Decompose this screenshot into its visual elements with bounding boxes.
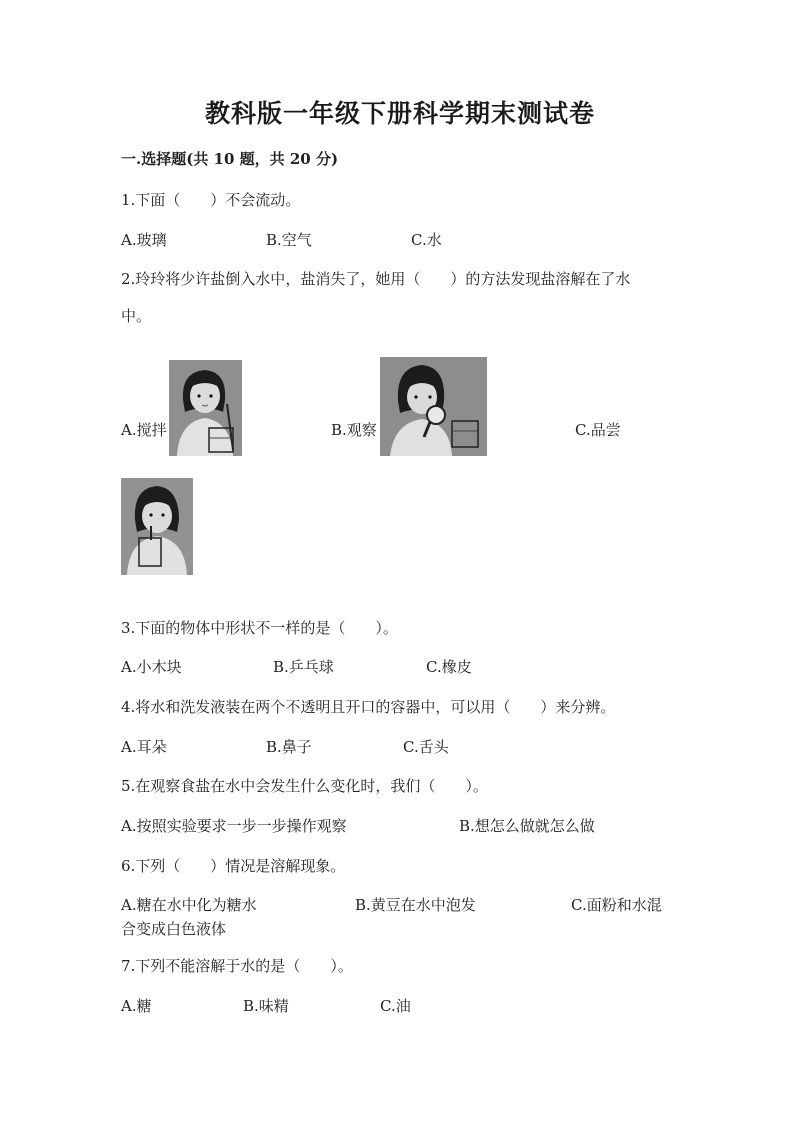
q4-option-c[interactable]: C.舌头 [403, 738, 449, 756]
q1-option-b[interactable]: B.空气 [266, 231, 312, 249]
stirring-girl-image [169, 360, 242, 456]
question-2-line2: 中。 [121, 307, 152, 325]
question-2: 2.玲玲将少许盐倒入水中，盐消失了，她用（ ）的方法发现盐溶解在了水 [121, 270, 631, 288]
q5-option-a[interactable]: A.按照实验要求一步一步操作观察 [121, 817, 347, 835]
question-3: 3.下面的物体中形状不一样的是（ ）。 [121, 619, 398, 637]
question-7: 7.下列不能溶解于水的是（ ）。 [121, 957, 353, 975]
q1-option-a[interactable]: A.玻璃 [121, 231, 167, 249]
question-5: 5.在观察食盐在水中会发生什么变化时，我们（ ）。 [121, 777, 488, 795]
q4-option-a[interactable]: A.耳朵 [121, 738, 167, 756]
q6-option-c-continued: 合变成白色液体 [121, 920, 227, 938]
q6-option-a[interactable]: A.糖在水中化为糖水 [121, 896, 257, 914]
q2-option-b[interactable]: B.观察 [331, 421, 377, 439]
q4-option-b[interactable]: B.鼻子 [266, 738, 312, 756]
q6-option-b[interactable]: B.黄豆在水中泡发 [355, 896, 476, 914]
q3-option-c[interactable]: C.橡皮 [426, 658, 472, 676]
q1-option-c[interactable]: C.水 [411, 231, 442, 249]
q6-option-c[interactable]: C.面粉和水混 [571, 896, 662, 914]
question-1: 1.下面（ ）不会流动。 [121, 191, 301, 209]
tasting-girl-image [121, 478, 193, 575]
page-title: 教科版一年级下册科学期末测试卷 [204, 99, 595, 128]
q7-option-c[interactable]: C.油 [380, 997, 411, 1015]
q3-option-a[interactable]: A.小木块 [121, 658, 182, 676]
q5-option-b[interactable]: B.想怎么做就怎么做 [459, 817, 595, 835]
question-6: 6.下列（ ）情况是溶解现象。 [121, 857, 346, 875]
question-4: 4.将水和洗发液装在两个不透明且开口的容器中，可以用（ ）来分辨。 [121, 698, 616, 716]
magnifier-girl-image [380, 357, 487, 456]
section-heading: 一.选择题(共 10 题，共 20 分) [121, 150, 339, 168]
q3-option-b[interactable]: B.乒乓球 [273, 658, 334, 676]
q2-option-a[interactable]: A.搅拌 [121, 421, 167, 439]
q7-option-b[interactable]: B.味精 [243, 997, 289, 1015]
q7-option-a[interactable]: A.糖 [121, 997, 152, 1015]
q2-option-c[interactable]: C.品尝 [575, 421, 621, 439]
